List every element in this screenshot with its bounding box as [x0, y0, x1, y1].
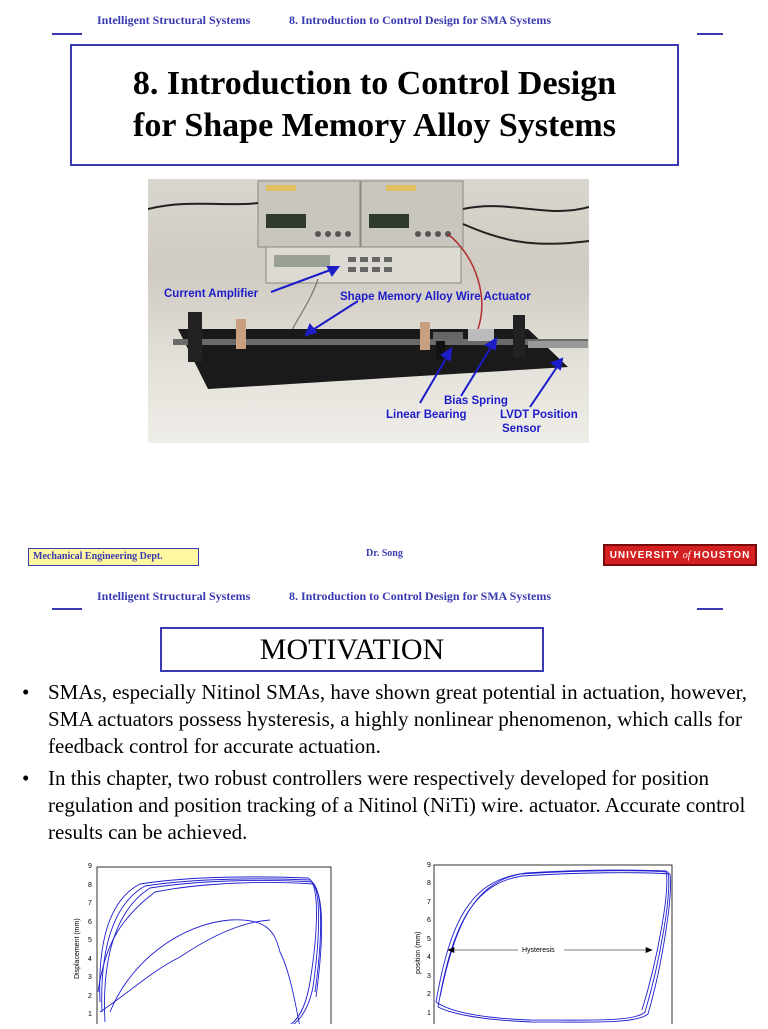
label-bias-spring: Bias Spring: [444, 395, 508, 407]
plot-right-ytick: 3: [427, 973, 431, 980]
plot-left-ytick: 1: [88, 1011, 92, 1018]
plot-right-ytick: 8: [427, 880, 431, 887]
plot-right-yticks: [427, 862, 431, 1017]
plot-right-ytick: 5: [427, 936, 431, 943]
label-current-amplifier: Current Amplifier: [164, 288, 259, 300]
label-lvdt-line-2: Sensor: [502, 423, 541, 435]
plot-left-curves: [98, 877, 322, 1024]
plot-right-ytick: 9: [427, 862, 431, 869]
plot-left: [70, 862, 338, 1024]
plot-left-ytick: 6: [88, 919, 92, 926]
plot-right-ytick: 6: [427, 917, 431, 924]
slide-title-line-1: 8. Introduction to Control Design: [132, 65, 617, 102]
label-sma-wire-actuator: Shape Memory Alloy Wire Actuator: [340, 291, 531, 303]
header-chapter: 8. Introduction to Control Design for SMA Systems: [289, 13, 552, 27]
plot-right-ytick: 2: [427, 991, 431, 998]
university-logo: [603, 544, 757, 566]
plot-right-ylabel: position (mm): [415, 931, 422, 974]
plot-right-ytick: 7: [427, 899, 431, 906]
motivation-bullets: [20, 679, 752, 851]
header-rule-right-2: [697, 608, 723, 610]
logo-houston: HOUSTON: [693, 549, 751, 561]
header-chapter-2: 8. Introduction to Control Design for SMA Systems: [289, 589, 552, 603]
motivation-title: MOTIVATION: [160, 627, 544, 672]
logo-university: UNIVERSITY: [609, 549, 680, 561]
plot-left-ytick: 4: [88, 956, 92, 963]
plot-left-yticks: [88, 863, 92, 1018]
footer-author: Dr. Song: [366, 548, 403, 559]
plot-right-ytick: 1: [427, 1010, 431, 1017]
header-course: Intelligent Structural Systems: [97, 13, 251, 27]
plot-left-ytick: 2: [88, 993, 92, 1000]
hysteresis-label: Hysteresis: [522, 947, 555, 954]
header-rule-left-2: [52, 608, 82, 610]
plot-left-ytick: 9: [88, 863, 92, 870]
plot-left-ylabel: Displacement (mm): [74, 918, 81, 979]
plot-left-svg: [70, 862, 338, 1024]
bullet-2: • In this chapter, two robust controllers were respectively developed for position regulation and position tracking of a Nitinol (NiTi) wire. actuator. Accurate control results can be achieved.: [20, 765, 752, 846]
label-lvdt-line-1: LVDT Position: [500, 409, 578, 421]
header-rule-left: [52, 33, 82, 35]
slide-title-box: [70, 44, 679, 166]
plot-left-ytick: 3: [88, 974, 92, 981]
slide-title-line-2: for Shape Memory Alloy Systems: [133, 107, 616, 144]
plot-left-ytick: 5: [88, 937, 92, 944]
plot-right: [410, 862, 682, 1024]
plot-left-ytick: 7: [88, 900, 92, 907]
label-linear-bearing: Linear Bearing: [386, 409, 467, 421]
plot-right-ytick: 4: [427, 954, 431, 961]
header-course-2: Intelligent Structural Systems: [97, 589, 251, 603]
bullet-1: • SMAs, especially Nitinol SMAs, have shown great potential in actuation, however, SMA actuators possess hysteresis, a highly nonlinear phenomenon, which calls for feedback control for accurate actuation.: [20, 679, 752, 760]
footer-dept: Mechanical Engineering Dept.: [28, 548, 199, 566]
plot-right-svg: [410, 862, 682, 1024]
sma-setup-illustration: [148, 179, 589, 443]
sma-setup-photo: [148, 179, 589, 443]
plot-left-ytick: 8: [88, 882, 92, 889]
logo-of: of: [682, 549, 691, 561]
header-rule-right: [697, 33, 723, 35]
